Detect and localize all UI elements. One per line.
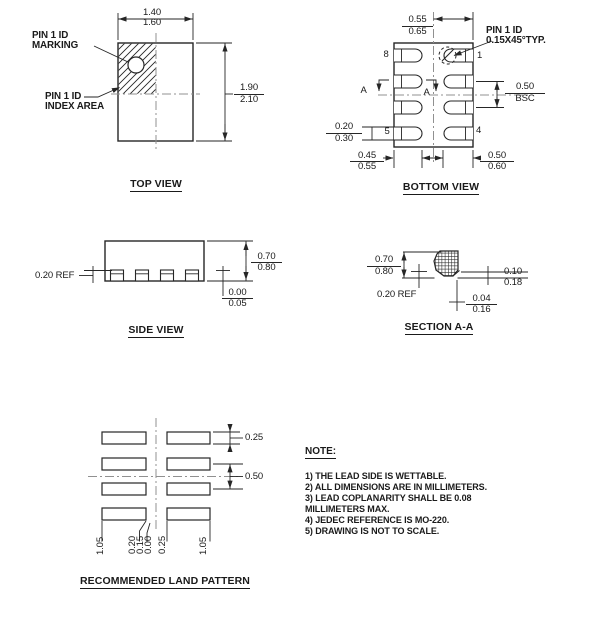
land-baseline-dim-4: 0.25 bbox=[157, 535, 168, 555]
bottom-view-title: BOTTOM VIEW bbox=[402, 180, 480, 193]
bottom-view-half-width-dim: $\frac{0.55}{0.65}$ bbox=[402, 15, 433, 37]
land-baseline-dim-1: 0.20 bbox=[127, 535, 138, 555]
section-height-dim: $\frac{0.70}{0.80}$ bbox=[367, 255, 401, 277]
lead-cross-section bbox=[434, 251, 458, 276]
pin1-marking-circle bbox=[128, 57, 144, 73]
lead-length-right-dim: $\frac{0.50}{0.60}$ bbox=[480, 151, 514, 173]
pin1-marking-label bbox=[32, 31, 78, 52]
pin1-marking-label-line2: MARKING bbox=[32, 40, 79, 52]
top-view-width-dim: 1.40 1.60 bbox=[142, 6, 162, 28]
section-step-dim: $\frac{0.04}{0.16}$ bbox=[466, 294, 497, 316]
note-item-1: 1) THE LEAD SIDE IS WETTABLE. bbox=[305, 470, 447, 481]
land-baseline-dim-5: 1.05 bbox=[198, 536, 209, 556]
section-flank-dim: 0.10 0.18 bbox=[503, 266, 523, 288]
side-view-standoff-dim: $\frac{0.00}{0.05}$ bbox=[222, 288, 253, 310]
land-pad-width-dim: 0.25 bbox=[245, 432, 264, 443]
section-view-title: SECTION A-A bbox=[404, 320, 474, 333]
pin1-index-label bbox=[45, 92, 104, 113]
pin1-index-label-line2: INDEX AREA bbox=[45, 101, 105, 113]
pin1-id-chamfer-label-line2: 0.15X45°TYP. bbox=[486, 35, 546, 47]
notes-title: NOTE: bbox=[305, 446, 337, 457]
section-marker-letter-left: A bbox=[360, 84, 367, 96]
section-marker-letter-right: A bbox=[423, 86, 430, 98]
pin1-id-chamfer-label-line1: PIN 1 ID bbox=[486, 24, 523, 36]
pin-number-4: 4 bbox=[476, 125, 482, 136]
land-pattern-title: RECOMMENDED LAND PATTERN bbox=[79, 574, 250, 587]
side-view-title: SIDE VIEW bbox=[128, 323, 184, 336]
note-item-3-cont: MILLIMETERS MAX. bbox=[305, 503, 390, 514]
top-view-height-dim: $\frac{1.90}{2.10}$ bbox=[234, 83, 264, 105]
lead-length-left-dim: $\frac{0.45}{0.55}$ bbox=[350, 151, 384, 173]
pin-number-1: 1 bbox=[477, 50, 483, 61]
note-item-5: 5) DRAWING IS NOT TO SCALE. bbox=[305, 525, 440, 536]
land-baseline-dim-2: 0.15 bbox=[135, 535, 146, 555]
pin1-index-label-line1: PIN 1 ID bbox=[45, 90, 82, 102]
lead-width-dim: $\frac{0.20}{0.30}$ bbox=[326, 122, 362, 144]
land-pattern-drawing bbox=[88, 418, 243, 542]
land-baseline-dim-0: 1.05 bbox=[95, 536, 106, 556]
land-pitch-dim: 0.50 bbox=[245, 470, 264, 482]
land-baseline-dim-3: 0.00 bbox=[143, 535, 154, 555]
pin1-marking-label-line1: PIN 1 ID bbox=[32, 29, 69, 41]
section-ref-dim: 0.20 REF bbox=[377, 288, 417, 300]
note-item-2: 2) ALL DIMENSIONS ARE IN MILLIMETERS. bbox=[305, 481, 487, 492]
note-item-4: 4) JEDEC REFERENCE IS MO-220. bbox=[305, 514, 450, 525]
note-item-3: 3) LEAD COPLANARITY SHALL BE 0.08 bbox=[305, 492, 472, 503]
lead-pitch-dim: 0.50 BSC bbox=[505, 82, 545, 104]
top-view-drawing bbox=[84, 13, 233, 152]
side-view-height-dim: $\frac{0.70}{0.80}$ bbox=[251, 252, 282, 274]
top-view-title: TOP VIEW bbox=[130, 177, 182, 190]
pin-number-5: 5 bbox=[384, 125, 390, 137]
side-view-lead-ref-dim: 0.20 REF bbox=[35, 269, 75, 281]
pin1-id-chamfer-label bbox=[486, 26, 546, 47]
section-cut-marker-left bbox=[379, 80, 389, 91]
pin-number-8: 8 bbox=[383, 49, 389, 60]
